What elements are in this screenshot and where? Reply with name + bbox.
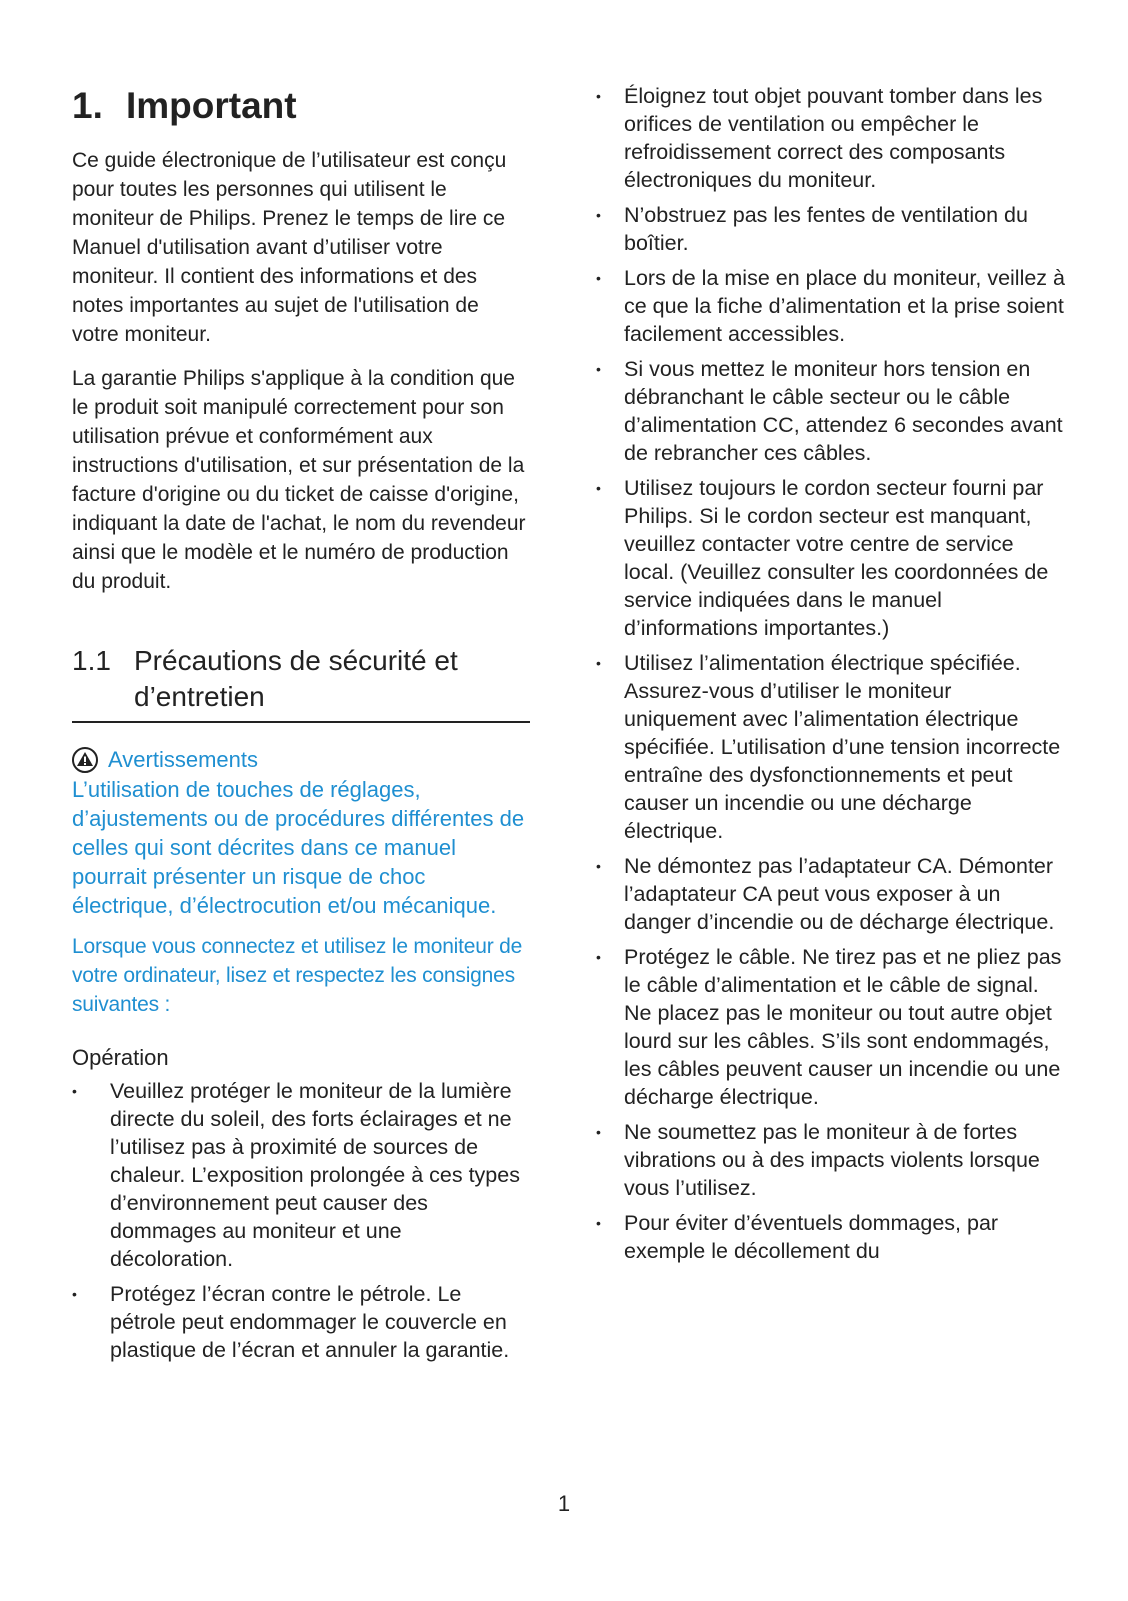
bullet-glyph: •: [596, 480, 601, 496]
bullet-glyph: •: [596, 949, 601, 965]
list-item-text: Ne démontez pas l’adaptateur CA. Démonter l’adaptateur CA peut vous exposer à un danger d’incendie ou de décharge électrique.: [624, 854, 1055, 934]
right-bullet-list: [596, 82, 1066, 1265]
section-title: Précautions de sécurité et d’entretien: [134, 645, 458, 713]
list-item-text: N’obstruez pas les fentes de ventilation du boîtier.: [624, 203, 1028, 255]
warning-heading: [72, 745, 530, 775]
list-item-text: Utilisez toujours le cordon secteur fourni par Philips. Si le cordon secteur est manquant, veuillez contacter votre centre de service local. (Veuillez consulter les coordonnées de service indiquées dans le manuel d’informations importantes.): [624, 476, 1049, 640]
list-item: [596, 201, 1066, 257]
bullet-glyph: •: [596, 88, 601, 104]
left-column: [72, 84, 530, 1371]
bullet-glyph: •: [72, 1083, 77, 1100]
list-item-text: Protégez le câble. Ne tirez pas et ne pliez pas le câble d’alimentation et le câble de signal. Ne placez pas le moniteur ou tout autre objet lourd sur les câbles. S’ils sont endommagés, les câbles peuvent causer un incendie ou une décharge électrique.: [624, 945, 1062, 1109]
list-item-text: Veuillez protéger le moniteur de la lumière directe du soleil, des forts éclairages et ne l’utilisez pas à proximité de sources de chaleur. L’exposition prolongée à ces types d’environnement peut causer des dommages au moniteur et une décoloration.: [110, 1079, 520, 1272]
warning-instructions: Lorsque vous connectez et utilisez le moniteur de votre ordinateur, lisez et respectez les consignes suivantes :: [72, 935, 523, 1017]
list-item: [596, 264, 1066, 348]
warning-text: L’utilisation de touches de réglages, d’ajustements ou de procédures différentes de celles qui sont décrites dans ce manuel pourrait présenter un risque de choc électrique, d’électrocution et/ou mécanique.: [72, 777, 525, 919]
bullet-glyph: •: [596, 207, 601, 223]
right-column: [596, 82, 1066, 1272]
warning-title: Avertissements: [108, 747, 258, 773]
bullet-glyph: •: [596, 858, 601, 874]
bullet-glyph: •: [72, 1286, 77, 1303]
list-item-text: Éloignez tout objet pouvant tomber dans les orifices de ventilation ou empêcher le refroidissement correct des composants électroniques du moniteur.: [624, 84, 1043, 192]
section-heading: [72, 643, 530, 723]
list-item: [596, 649, 1066, 845]
list-item: [596, 1209, 1066, 1265]
operation-heading: Opération: [72, 1045, 169, 1071]
list-item: [596, 82, 1066, 194]
list-item-text: Ne soumettez pas le moniteur à de fortes vibrations ou à des impacts violents lorsque vous l’utilisez.: [624, 1120, 1040, 1200]
list-item: [596, 355, 1066, 467]
list-item: [72, 1077, 530, 1273]
bullet-glyph: •: [596, 1124, 601, 1140]
warranty-paragraph: La garantie Philips s'applique à la condition que le produit soit manipulé correctement pour son utilisation prévue et conformément aux instructions d'utilisation, et sur présentation de la facture d'origine ou du ticket de caisse d'origine, indiquant la date de l'achat, le nom du revendeur ainsi que le modèle et le numéro de production du produit.: [72, 367, 526, 594]
bullet-glyph: •: [596, 1215, 601, 1231]
section-number: 1.1: [72, 645, 111, 677]
page-title-number: 1.: [72, 85, 103, 126]
page-title: [72, 84, 530, 128]
list-item: [72, 1280, 530, 1364]
list-item: [596, 474, 1066, 642]
list-item-text: Utilisez l’alimentation électrique spécifiée. Assurez-vous d’utiliser le moniteur uniquement avec l’alimentation électrique spécifiée. L’utilisation d’une tension incorrecte entraîne des dysfonctionnements et peut causer un incendie ou une décharge électrique.: [624, 651, 1061, 843]
bullet-glyph: •: [596, 361, 601, 377]
bullet-glyph: •: [596, 270, 601, 286]
left-bullet-list: [72, 1077, 530, 1364]
list-item-text: Protégez l’écran contre le pétrole. Le pétrole peut endommager le couvercle en plastique de l’écran et annuler la garantie.: [110, 1282, 510, 1363]
list-item: [596, 852, 1066, 936]
page-title-text: Important: [126, 85, 297, 126]
list-item: [596, 943, 1066, 1111]
page-number: 1: [557, 1491, 571, 1516]
intro-paragraph: Ce guide électronique de l’utilisateur est conçu pour toutes les personnes qui utilisent le moniteur de Philips. Prenez le temps de lire ce Manuel d'utilisation avant d’utiliser votre moniteur. Il contient des informations et des notes importantes au sujet de l'utilisation de votre moniteur.: [72, 149, 507, 347]
list-item-text: Pour éviter d’éventuels dommages, par exemple le décollement du: [624, 1211, 999, 1263]
list-item-text: Si vous mettez le moniteur hors tension en débranchant le câble secteur ou le câble d’alimentation CC, attendez 6 secondes avant de rebrancher ces câbles.: [624, 357, 1063, 465]
list-item-text: Lors de la mise en place du moniteur, veillez à ce que la fiche d’alimentation et la prise soient facilement accessibles.: [624, 266, 1065, 346]
warning-triangle-icon: [72, 747, 98, 773]
bullet-glyph: •: [596, 655, 601, 671]
list-item: [596, 1118, 1066, 1202]
